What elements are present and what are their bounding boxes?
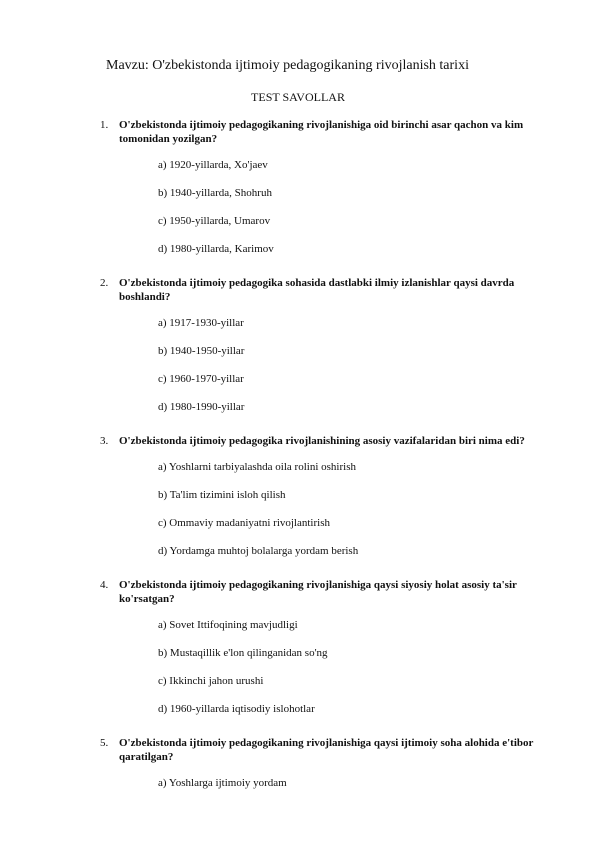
question-text: O'zbekistonda ijtimoiy pedagogikaning rivojlanishiga qaysi ijtimoiy soha alohida e'tibor qaratilgan? <box>119 737 534 763</box>
document-title: Mavzu: O'zbekistonda ijtimoiy pedagogikaning rivojlanish tarixi <box>106 58 469 73</box>
question-number: 4. <box>100 579 109 591</box>
option-b: b) 1940-1950-yillar <box>158 345 245 357</box>
option-c: c) Ommaviy madaniyatni rivojlantirish <box>158 517 330 529</box>
option-a: a) Yoshlarga ijtimoiy yordam <box>158 777 287 789</box>
document-subtitle: TEST SAVOLLAR <box>251 90 345 104</box>
option-b: b) Ta'lim tizimini isloh qilish <box>158 489 286 501</box>
question-5 <box>100 736 560 804</box>
option-list <box>158 618 560 730</box>
option-list <box>158 316 560 428</box>
option-list <box>158 158 560 270</box>
question-text: O'zbekistonda ijtimoiy pedagogika rivojlanishining asosiy vazifalaridan biri nima edi? <box>119 435 525 447</box>
question-list <box>100 118 560 810</box>
question-number: 2. <box>100 277 109 289</box>
option-list <box>158 460 560 572</box>
option-d: d) 1980-1990-yillar <box>158 401 245 413</box>
question-number: 1. <box>100 119 109 131</box>
option-list <box>158 776 560 804</box>
option-a: a) 1917-1930-yillar <box>158 317 244 329</box>
option-d: d) Yordamga muhtoj bolalarga yordam berish <box>158 545 359 557</box>
option-a: a) Yoshlarni tarbiyalashda oila rolini oshirish <box>158 461 356 473</box>
option-a: a) 1920-yillarda, Xo'jaev <box>158 159 268 171</box>
question-text: O'zbekistonda ijtimoiy pedagogikaning rivojlanishiga qaysi siyosiy holat asosiy ta'sir ko'rsatgan? <box>119 579 517 605</box>
question-text: O'zbekistonda ijtimoiy pedagogika sohasida dastlabki ilmiy izlanishlar qaysi davrda boshlandi? <box>119 277 515 303</box>
option-d: d) 1960-yillarda iqtisodiy islohotlar <box>158 703 315 715</box>
option-a: a) Sovet Ittifoqining mavjudligi <box>158 619 298 631</box>
question-4 <box>100 578 560 730</box>
option-b: b) Mustaqillik e'lon qilinganidan so'ng <box>158 647 328 659</box>
question-2 <box>100 276 560 428</box>
option-c: c) Ikkinchi jahon urushi <box>158 675 264 687</box>
option-b: b) 1940-yillarda, Shohruh <box>158 187 272 199</box>
question-text: O'zbekistonda ijtimoiy pedagogikaning rivojlanishiga oid birinchi asar qachon va kim tomonidan yozilgan? <box>119 119 524 145</box>
option-c: c) 1960-1970-yillar <box>158 373 244 385</box>
question-number: 3. <box>100 435 109 447</box>
question-1 <box>100 118 560 270</box>
question-3 <box>100 434 560 572</box>
question-number: 5. <box>100 737 109 749</box>
option-c: c) 1950-yillarda, Umarov <box>158 215 271 227</box>
option-d: d) 1980-yillarda, Karimov <box>158 243 274 255</box>
